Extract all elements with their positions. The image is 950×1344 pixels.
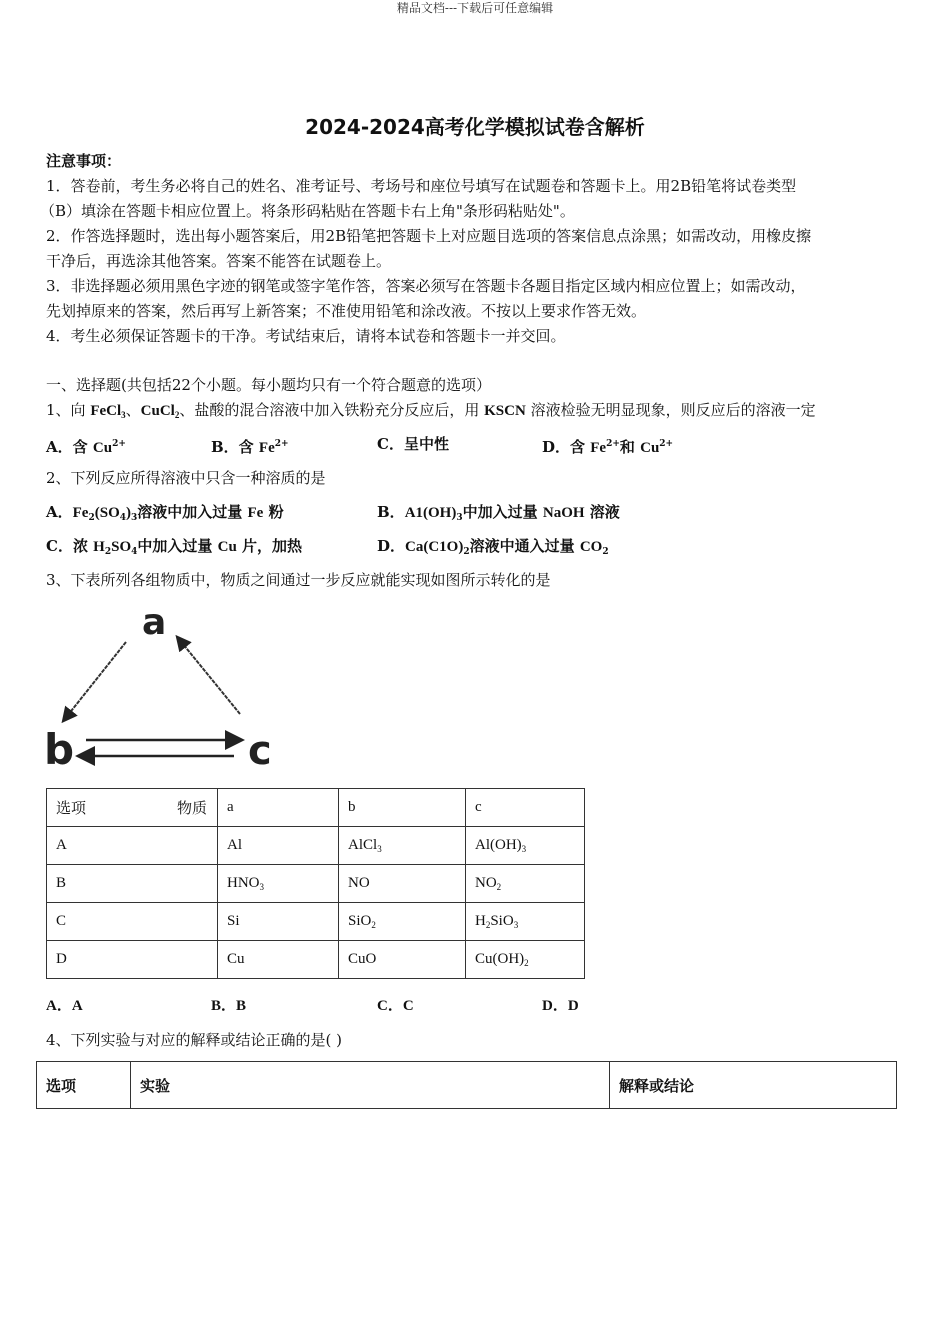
q2-option-c: C．浓 $H_2SO_4$中加入过量 Cu 片，加热 — [46, 537, 303, 557]
q4-table — [36, 1061, 897, 1109]
node-c: c — [248, 728, 272, 772]
notice-line-2: （B）填涂在答题卡相应位置上。将条形码粘贴在答题卡右上角"条形码粘贴处"。 — [40, 202, 575, 220]
q2-option-a: A．$Fe_2(SO_4)_3$溶液中加入过量 Fe 粉 — [46, 503, 284, 523]
notice-line-5: 3．非选择题必须用黑色字迹的钢笔或签字笔作答，答案必须写在答题卡各题目指定区域内相应位置上；如需改动， — [46, 277, 806, 295]
q2-option-d: D．$Ca(C1O)_2$溶液中通入过量 $CO_2$ — [377, 537, 609, 557]
q3-option-c: C．C — [377, 998, 414, 1014]
q1-option-b: B．含 $Fe^{2+}$ — [211, 438, 289, 456]
table-header-row — [37, 1062, 897, 1109]
q4-header-conclusion: 解释或结论 — [610, 1062, 897, 1109]
q3-option-b: B．B — [211, 998, 247, 1014]
arrow-c-to-a — [178, 638, 240, 714]
notice-heading: 注意事项： — [46, 152, 122, 170]
section-heading: 一、选择题(共包括22个小题。每小题均只有一个符合题意的选项） — [46, 376, 491, 394]
q1-stem: 1、向 FeCl$_3$、CuCl$_2$、盐酸的混合溶液中加入铁粉充分反应后，用 KSCN 溶液检验无明显现象，则反应后的溶液一定 — [46, 401, 816, 420]
table-row: C Si SiO$_2$ $H_2SiO_3$ — [47, 903, 585, 941]
notice-line-3: 2．作答选择题时，选出每小题答案后，用2B铅笔把答题卡上对应题目选项的答案信息点涂黑；如需改动，用橡皮擦 — [46, 227, 812, 245]
q3-option-a: A．A — [46, 998, 83, 1014]
arrow-a-to-b — [64, 642, 126, 720]
q1-option-a: A．含 $Cu^{2+}$ — [46, 438, 126, 456]
notice-line-4: 干净后，再选涂其他答案。答案不能答在试题卷上。 — [46, 252, 392, 270]
notice-line-7: 4．考生必须保证答题卡的干净。考试结束后，请将本试卷和答题卡一并交回。 — [46, 327, 566, 345]
q2-option-b: B．$A1(OH)_3$中加入过量 NaOH 溶液 — [377, 503, 620, 523]
page-header-note: 精品文档---下载后可任意编辑 — [396, 1, 554, 15]
q2-stem: 2、下列反应所得溶液中只含一种溶质的是 — [46, 469, 326, 487]
table-header-b: b — [339, 789, 466, 827]
q1-option-c: C．呈中性 — [377, 435, 449, 453]
q3-option-d: D．D — [542, 998, 579, 1014]
table-header-c: c — [466, 789, 585, 827]
table-row: A Al AlCl$_3$ $Al(OH)_3$ — [47, 827, 585, 865]
q4-header-experiment: 实验 — [131, 1062, 610, 1109]
q4-stem: 4、下列实验与对应的解释或结论正确的是( ) — [46, 1031, 343, 1049]
table-header-a: a — [218, 789, 339, 827]
node-b: b — [44, 725, 75, 772]
q1-option-d: D．含 $Fe^{2+}$和 $Cu^{2+}$ — [542, 438, 674, 456]
page-title: 2024-2024高考化学模拟试卷含解析 — [305, 115, 645, 139]
table-row: D Cu CuO $Cu(OH)_2$ — [47, 941, 585, 979]
node-a: a — [142, 602, 167, 643]
q4-header-option: 选项 — [37, 1062, 131, 1109]
notice-line-6: 先划掉原来的答案，然后再写上新答案；不准使用铅笔和涂改液。不按以上要求作答无效。 — [46, 302, 647, 320]
conversion-triangle-diagram — [44, 602, 280, 772]
table-header-row — [47, 789, 585, 827]
table-header-corner: 选项 物质 — [47, 789, 218, 827]
table-row: B $HNO_3$ NO $NO_2$ — [47, 865, 585, 903]
q3-stem: 3、下表所列各组物质中，物质之间通过一步反应就能实现如图所示转化的是 — [46, 571, 551, 589]
q3-substance-table — [46, 788, 585, 979]
notice-line-1: 1．答卷前，考生务必将自己的姓名、准考证号、考场号和座位号填写在试题卷和答题卡上。用2B铅笔将试卷类型 — [46, 177, 797, 195]
